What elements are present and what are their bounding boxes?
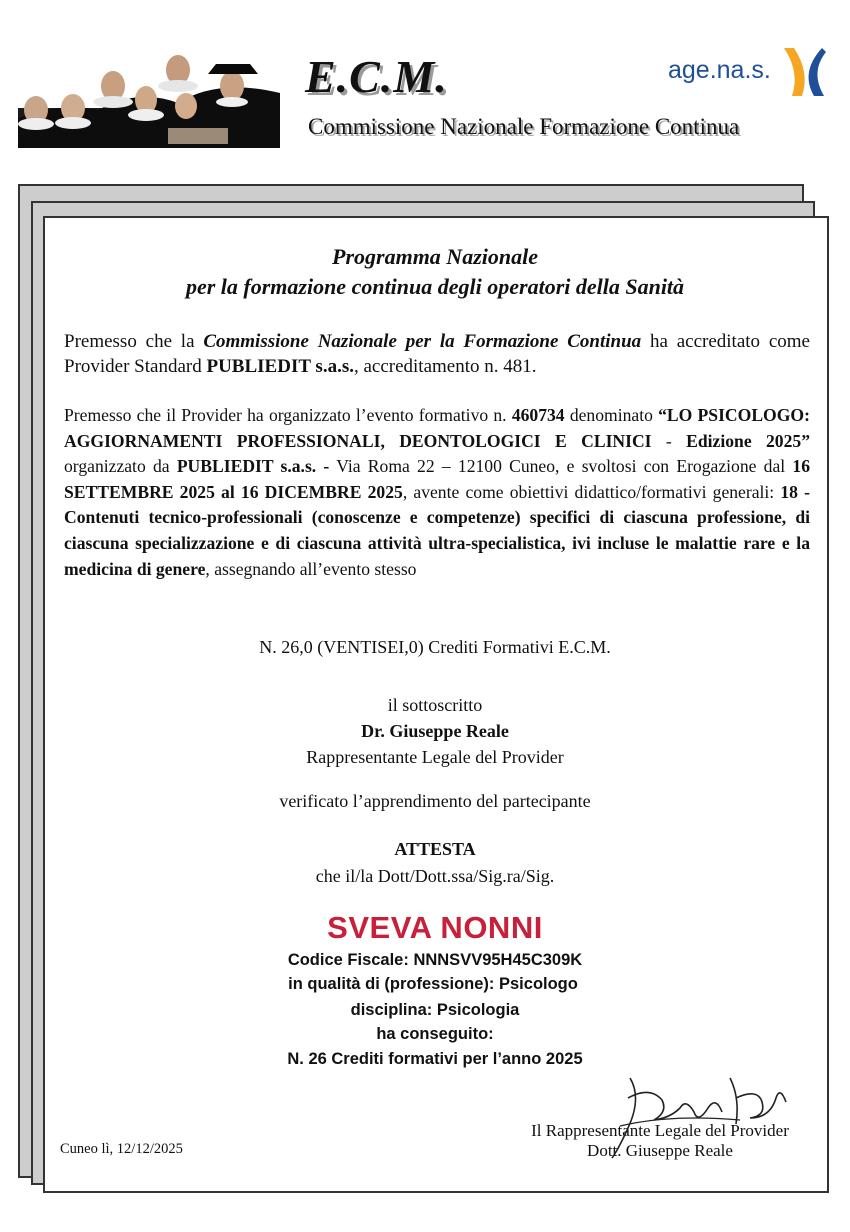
place-date: Cuneo lì, 12/12/2025 [60, 1141, 183, 1157]
premise2-text-6: , avente come obiettivi didattico/formativi generali: [402, 481, 781, 502]
participant-name: SVEVA NONNI [327, 910, 543, 945]
ecm-logo-subtitle: Commissione Nazionale Formazione Continua [308, 114, 740, 139]
event-objective: 18 - Contenuti tecnico-professionali (conoscenze e competenze) specifici di ciascuna professione, di ciascuna specializzazione e di ciascuna attività ultra-specialistica, ivi incluse le malattie rare e la medicina di genere [64, 481, 811, 579]
premise2-text-4: organizzato da [64, 456, 177, 477]
verified-line: verificato l’apprendimento del partecipante [279, 791, 591, 811]
ecm-logo-title: E.C.M. [305, 51, 448, 102]
legal-rep-title: Il Rappresentante Legale del Provider [531, 1121, 789, 1140]
event-period: 16 SETTEMBRE 2025 al 16 DICEMBRE 2025 [64, 456, 810, 502]
premise2-text-1: Premesso che il Provider ha organizzato l’evento formativo n. [64, 405, 512, 425]
program-line-1: Programma Nazionale [332, 244, 538, 269]
premise1-text-1: Premesso che la [64, 331, 204, 352]
event-provider: PUBLIEDIT s.a.s. - [176, 456, 330, 477]
legal-rep-name: Dott. Giuseppe Reale [587, 1141, 733, 1160]
event-number: 460734 [511, 405, 565, 425]
premise1-text-2: ha accreditato come Provider Standard [64, 331, 810, 377]
participant-discipline: disciplina: Psicologia [350, 1001, 520, 1019]
attesta-block [43, 836, 827, 890]
signatory-block [43, 692, 827, 770]
attesta-title: ATTESTA [394, 839, 476, 859]
agenas-logo-text: age.na.s. [668, 56, 771, 84]
signatory-name: Dr. Giuseppe Reale [361, 721, 509, 741]
premise2-text-2: denominato [564, 405, 659, 425]
provider-name: PUBLIEDIT s.a.s. [206, 356, 354, 377]
premise-event [64, 403, 810, 582]
premise2-text-7: , assegnando all’evento stesso [205, 558, 417, 579]
participant-credits: N. 26 Crediti formativi per l’anno 2025 [287, 1050, 583, 1068]
participant-achieved: ha conseguito: [376, 1025, 494, 1043]
participant-codice-fiscale: Codice Fiscale: NNNSVV95H45C309K [287, 951, 583, 969]
premise-accreditation [64, 329, 810, 379]
premise1-text-3: , accreditamento n. 481. [353, 356, 537, 377]
signatory-intro: il sottoscritto [387, 695, 483, 715]
signatory-role: Rappresentante Legale del Provider [306, 747, 564, 767]
attesta-subtitle: che il/la Dott/Dott.ssa/Sig.ra/Sig. [315, 866, 555, 886]
credits-assigned: N. 26,0 (VENTISEI,0) Crediti Formativi E.C.M. [259, 637, 611, 657]
agenas-logo [668, 44, 828, 100]
participant-profession: in qualità di (professione): Psicologo [288, 975, 578, 993]
premise2-text-3: - [651, 430, 687, 451]
event-title: “LO PSICOLOGO: AGGIORNAMENTI PROFESSIONALI, DEONTOLOGICI E CLINICI [64, 405, 810, 451]
premise2-text-5: Via Roma 22 – 12100 Cuneo, e svoltosi con Erogazione dal [329, 456, 793, 477]
handwritten-signature [590, 1068, 800, 1160]
agenas-x-mark-icon [780, 44, 826, 100]
event-edition: Edizione 2025” [686, 430, 810, 451]
program-heading [43, 242, 827, 302]
commission-name: Commissione Nazionale per la Formazione Continua [203, 331, 642, 352]
anatomy-lesson-painting [18, 48, 280, 148]
program-line-2: per la formazione continua degli operatori della Sanità [185, 274, 685, 299]
